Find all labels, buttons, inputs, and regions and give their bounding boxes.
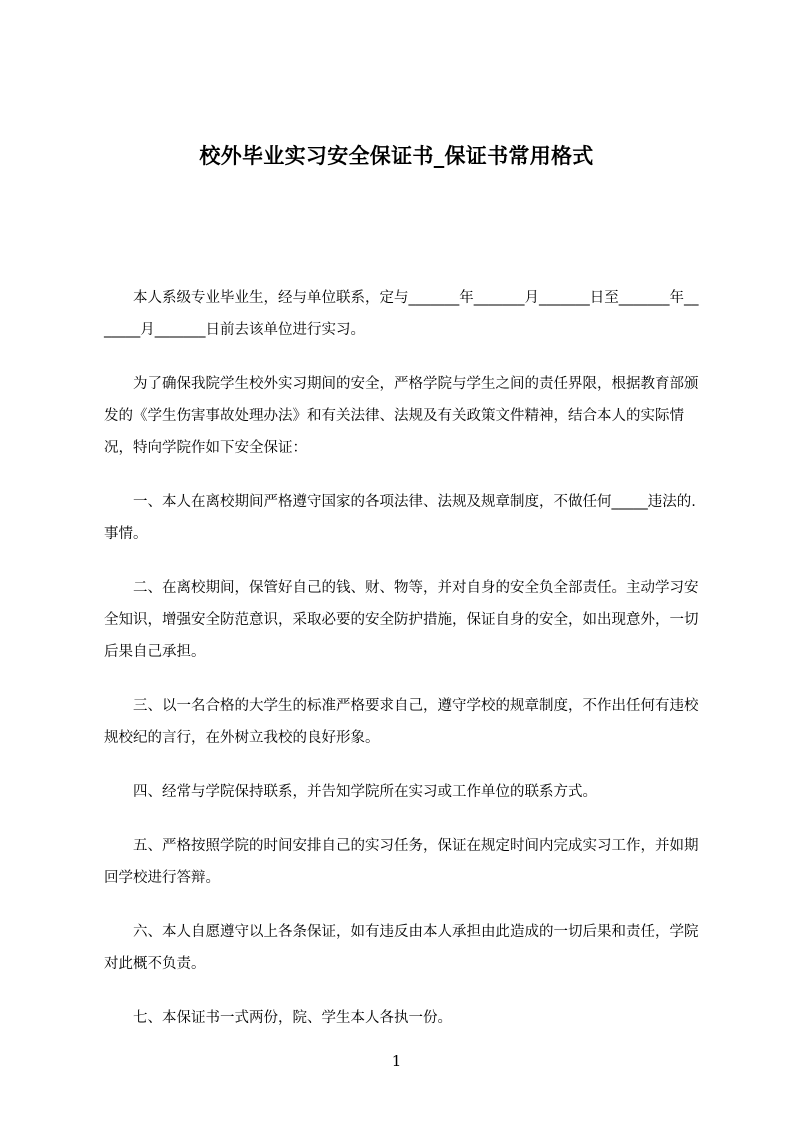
paragraph-purpose: 为了确保我院学生校外实习期间的安全，严格学院与学生之间的责任界限，根据教育部颁发的《学生伤害事故处理办法》和有关法律、法规及有关政策文件精神，结合本人的实际情况，特向学院作如下安全保证： <box>104 376 699 456</box>
document-title: 校外毕业实习安全保证书_保证书常用格式 <box>199 144 594 168</box>
paragraph-internship-dates: 本人系级专业毕业生，经与单位联系，定与_______年_______月_______日至_______年_______月_______日前去该单位进行实习。 <box>104 290 699 338</box>
paragraph-clause-5: 五、严格按照学院的时间安排自己的实习任务，保证在规定时间内完成实习工作，并如期回学校进行答辩。 <box>104 838 699 886</box>
document-body <box>104 282 700 1056</box>
paragraph-clause-1: 一、本人在离校期间严格遵守国家的各项法律、法规及规章制度，不做任何_____违法的. 事情。 <box>104 494 696 542</box>
paragraph-clause-6: 六、本人自愿遵守以上各条保证，如有违反由本人承担由此造成的一切后果和责任，学院对此概不负责。 <box>104 924 699 972</box>
page-number: 1 <box>391 1052 402 1070</box>
paragraph-clause-4: 四、经常与学院保持联系，并告知学院所在实习或工作单位的联系方式。 <box>133 784 597 800</box>
paragraph-clause-2: 二、在离校期间，保管好自己的钱、财、物等，并对自身的安全负全部责任。主动学习安全知识，增强安全防范意识，采取必要的安全防护措施，保证自身的安全，如出现意外，一切后果自己承担。 <box>104 580 699 660</box>
paragraph-clause-3: 三、以一名合格的大学生的标准严格要求自己，遵守学校的规章制度，不作出任何有违校规校纪的言行，在外树立我校的良好形象。 <box>104 698 699 746</box>
paragraph-clause-7: 七、本保证书一式两份，院、学生本人各执一份。 <box>133 1010 452 1026</box>
